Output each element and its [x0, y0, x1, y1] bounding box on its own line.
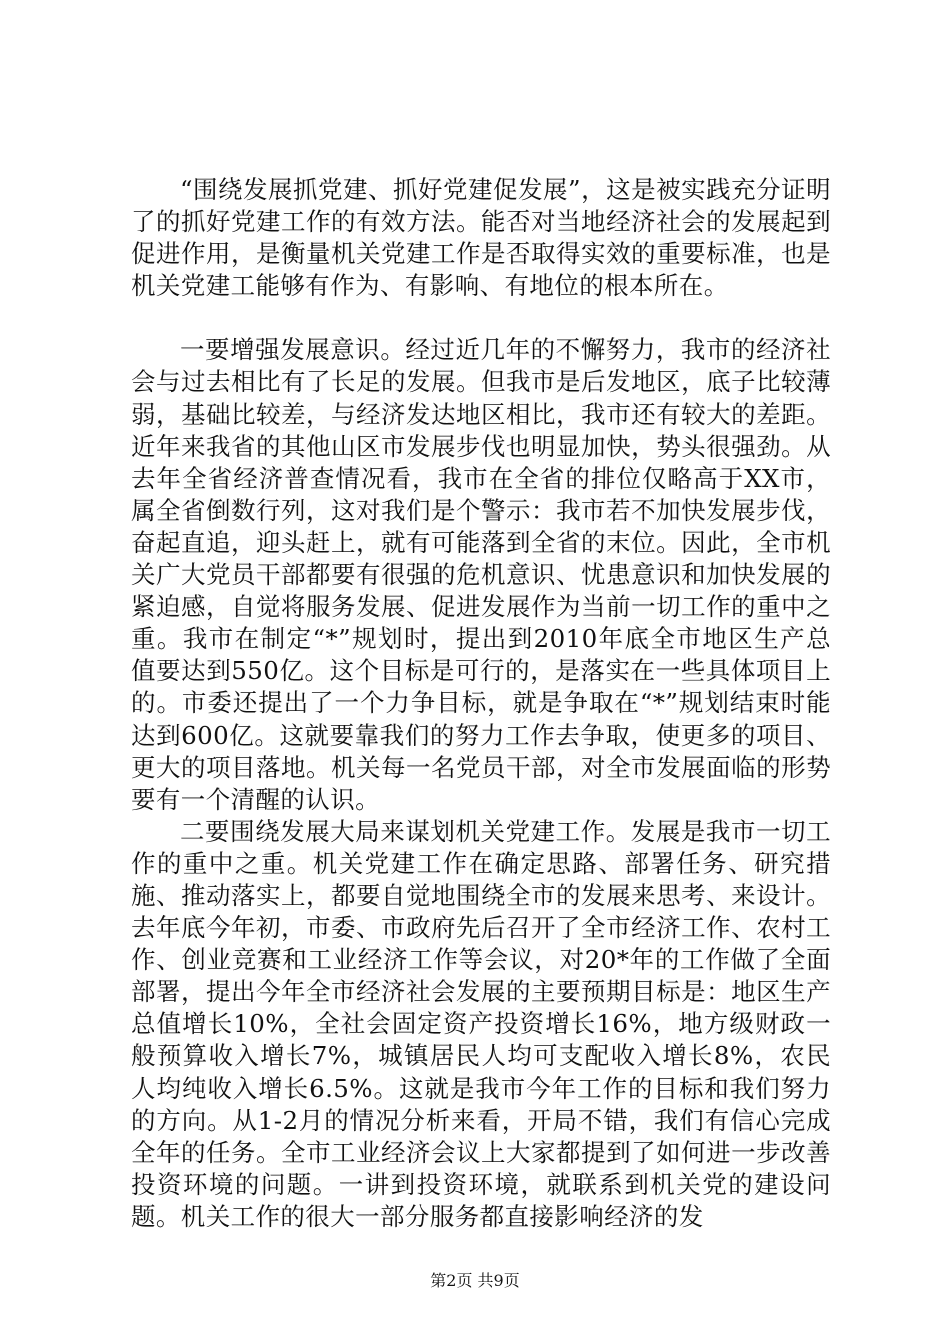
page-footer: 第2页 共9页	[430, 1271, 520, 1290]
paragraph-development-planning: 二要围绕发展大局来谋划机关党建工作。发展是我市一切工作的重中之重。机关党建工作在确定思路、部署任务、研究措施、推动落实上，都要自觉地围绕全市的发展来思考、来设计。去年底今年初，市委、市政府先后召开了全市经济工作、农村工作、创业竞赛和工业经济工作等会议，对20*年的工作做了全面部署，提出今年全市经济社会发展的主要预期目标是：地区生产总值增长10%，全社会固定资产投资增长16%，地方级财政一般预算收入增长7%，城镇居民人均可支配收入增长8%，农民人均纯收入增长6.5%。这就是我市今年工作的目标和我们努力的方向。从1-2月的情况分析来看，开局不错，我们有信心完成全年的任务。全市工业经济会议上大家都提到了如何进一步改善投资环境的问题。一讲到投资环境，就联系到机关党的建设问题。机关工作的很大一部分服务都直接影响经济的发	[131, 816, 831, 1231]
paragraph-development-awareness: 一要增强发展意识。经过近几年的不懈努力，我市的经济社会与过去相比有了长足的发展。但我市是后发地区，底子比较薄弱，基础比较差，与经济发达地区相比，我市还有较大的差距。近年来我省的其他山区市发展步伐也明显加快，势头很强劲。从去年全省经济普查情况看，我市在全省的排位仅略高于XX市，属全省倒数行列，这对我们是个警示：我市若不加快发展步伐，奋起直追，迎头赶上，就有可能落到全省的末位。因此，全市机关广大党员干部都要有很强的危机意识、忧患意识和加快发展的紧迫感，自觉将服务发展、促进发展作为当前一切工作的重中之重。我市在制定“*”规划时，提出到2010年底全市地区生产总值要达到550亿。这个目标是可行的，是落实在一些具体项目上的。市委还提出了一个力争目标，就是争取在“*”规划结束时能达到600亿。这就要靠我们的努力工作去争取，使更多的项目、更大的项目落地。机关每一名党员干部，对全市发展面临的形势要有一个清醒的认识。	[131, 335, 831, 814]
paragraph-intro: “围绕发展抓党建、抓好党建促发展”，这是被实践充分证明了的抓好党建工作的有效方法。能否对当地经济社会的发展起到促进作用，是衡量机关党建工作是否取得实效的重要标准，也是机关党建工能够有作为、有影响、有地位的根本所在。	[131, 175, 831, 301]
document-body	[131, 174, 831, 1233]
